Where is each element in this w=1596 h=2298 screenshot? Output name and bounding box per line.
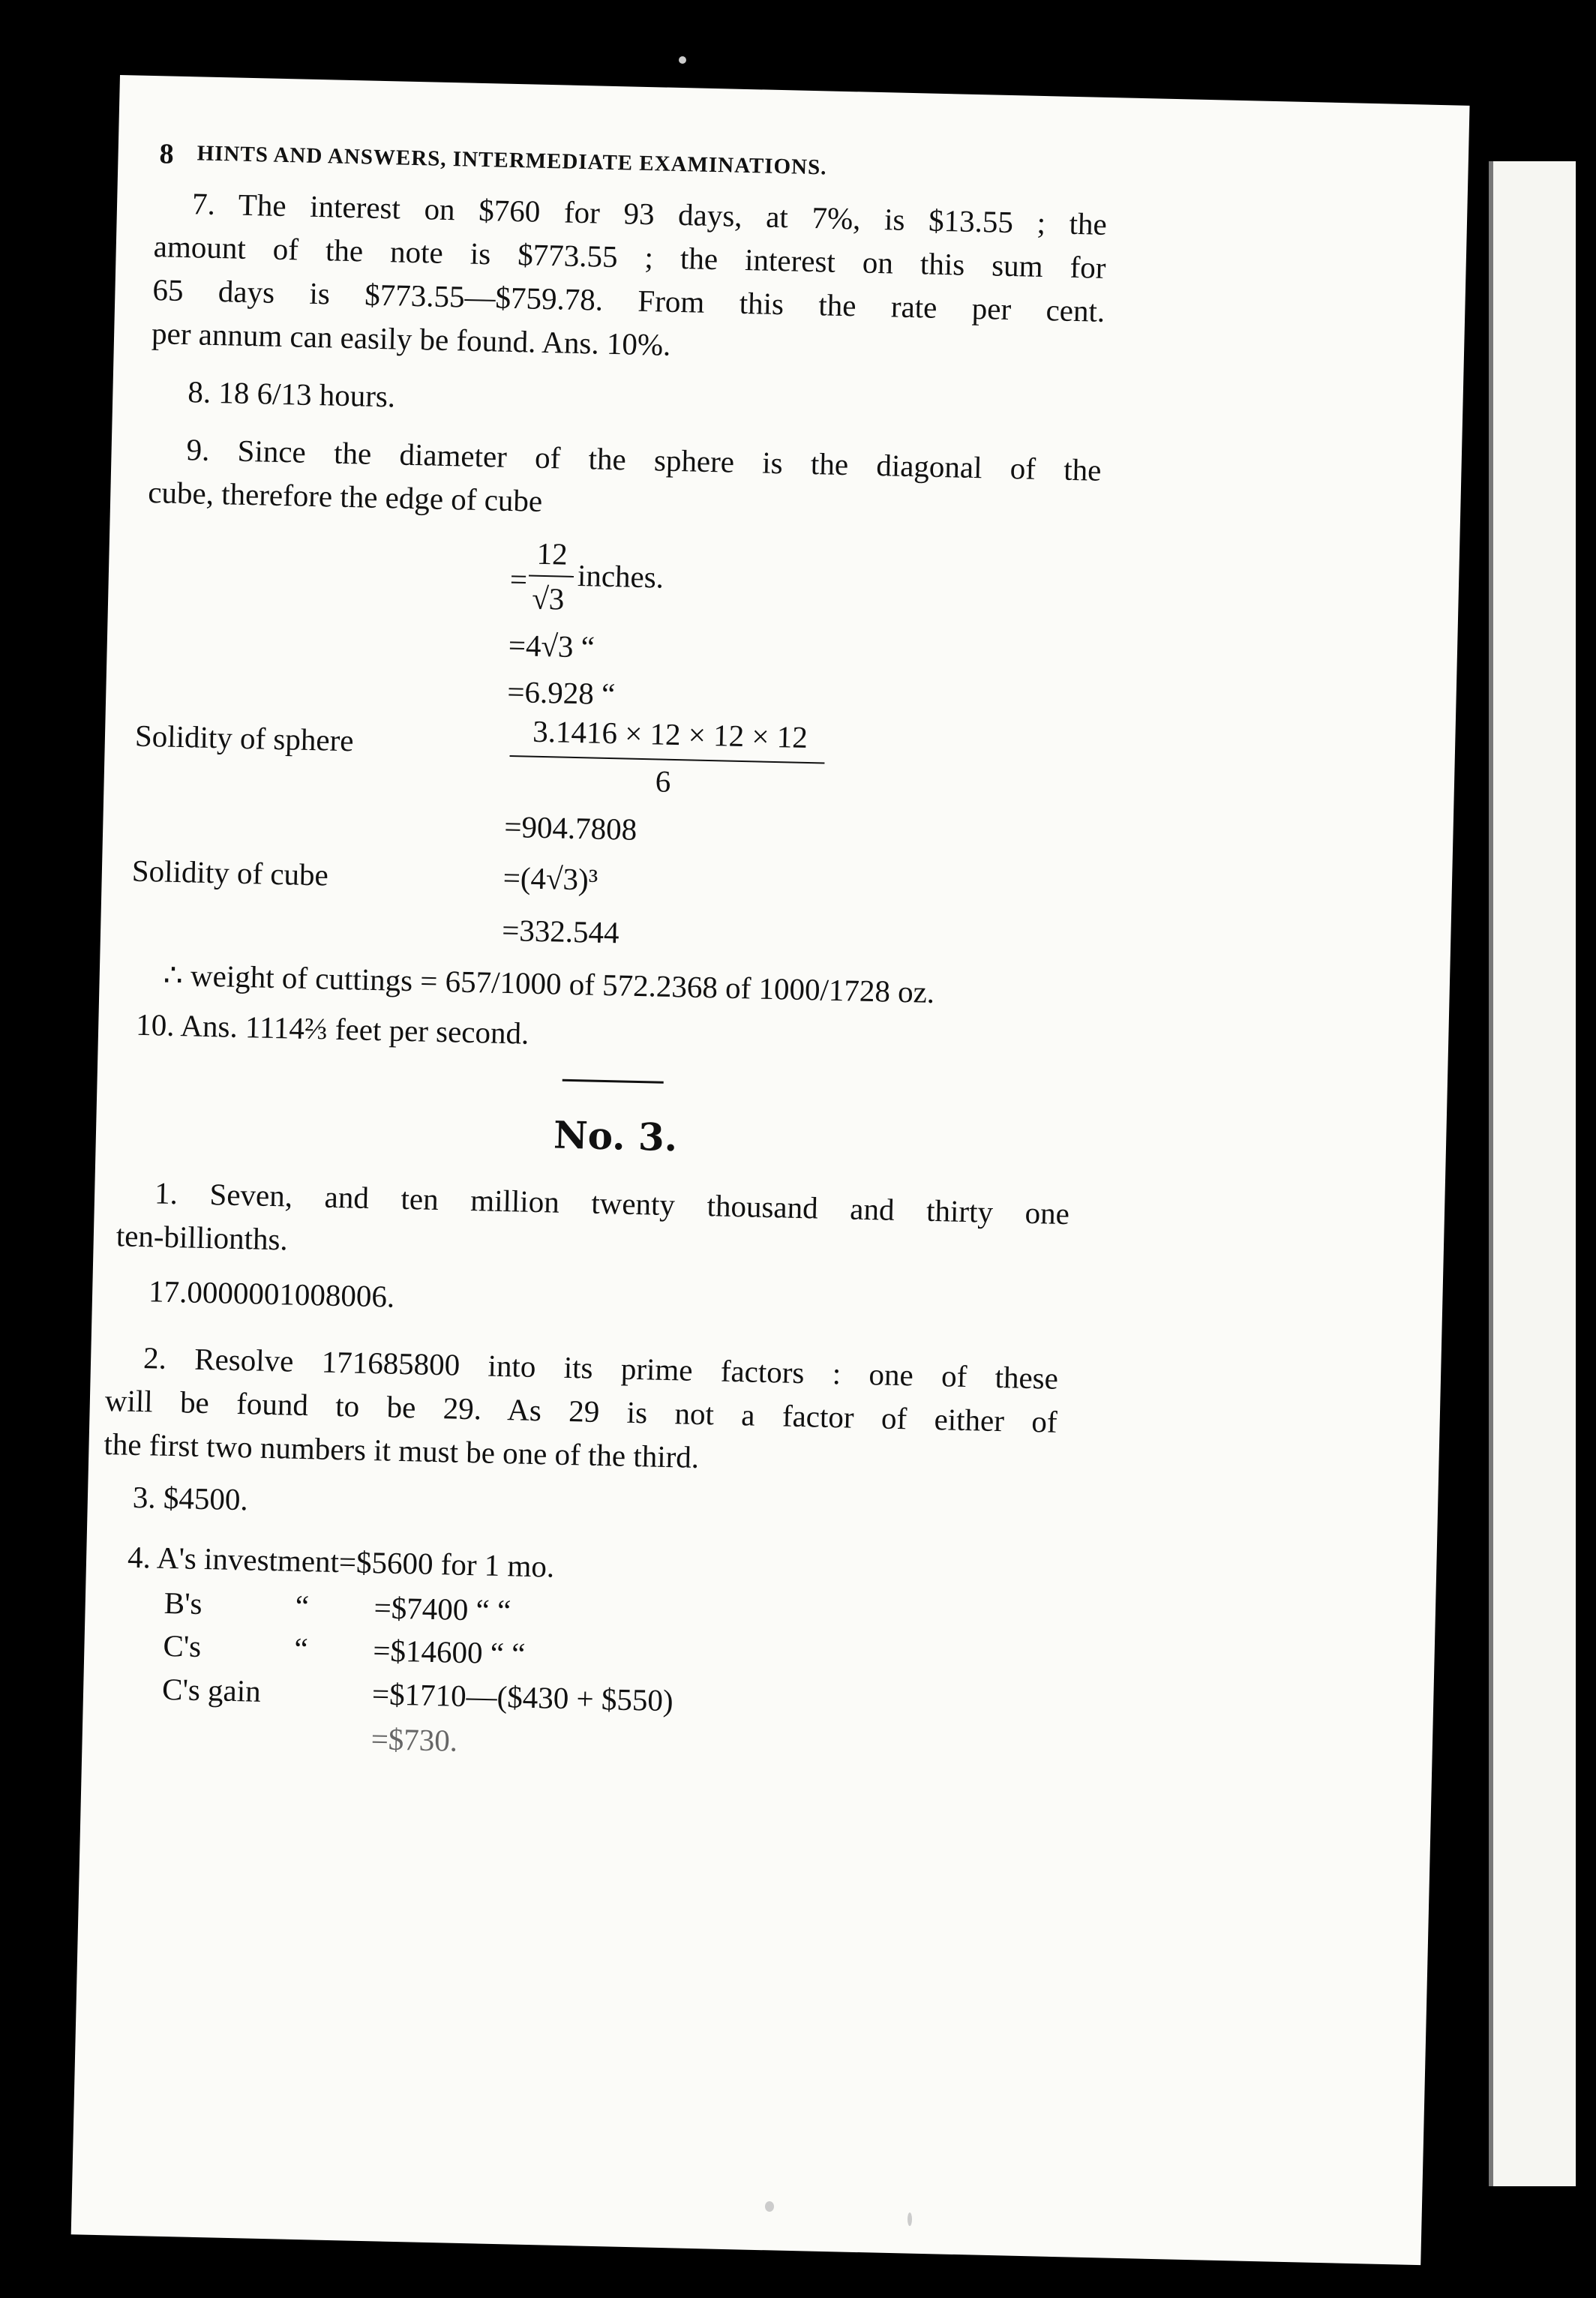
adjacent-page-edge xyxy=(1489,161,1576,2186)
cube-label: Solidity of cube xyxy=(131,853,329,892)
s3q2-line-3: the first two numbers it must be one of the third. xyxy=(104,1426,700,1474)
edge-fraction-numerator: 12 xyxy=(536,536,568,572)
s3-question-2 xyxy=(104,1335,1059,1487)
question-9 xyxy=(148,427,1102,536)
q7-line-3: 65 days is $773.55—$759.78. From this the rate per cent. xyxy=(152,272,1106,328)
q7-line-1: 7. The interest on $760 for 93 days, at 7%, is $13.55 ; the xyxy=(191,186,1108,242)
s3q4-row-2-label: B's xyxy=(164,1585,203,1622)
edge-fraction-bar xyxy=(529,575,574,578)
scan-speck xyxy=(908,2212,912,2226)
cube-result: =332.544 xyxy=(501,912,620,950)
sphere-fraction-bar xyxy=(510,755,825,764)
s3q2-line-2: will be found to be 29. As 29 is not a factor of either of xyxy=(104,1383,1058,1439)
section-divider xyxy=(562,1079,664,1084)
sphere-denominator: 6 xyxy=(655,764,671,799)
s3q1-line-1: 1. Seven, and ten million twenty thousand and thirty one xyxy=(154,1175,1070,1232)
s3q4-row-3-ditto: “ xyxy=(293,1630,309,1666)
question-8: 8. 18 6/13 hours. xyxy=(187,374,396,414)
cube-formula: =(4√3)³ xyxy=(502,860,598,897)
s3q2-line-1: 2. Resolve 171685800 into its prime factors : one of these xyxy=(142,1340,1059,1396)
scan-speck xyxy=(765,2201,774,2212)
section-heading: No. 3. xyxy=(553,1112,678,1160)
s3q4-row-2-value: =$7400 “ “ xyxy=(374,1590,512,1628)
s3q4-row-4-value: =$1710—($430 + $550) xyxy=(371,1676,674,1718)
scan-speck xyxy=(679,56,686,64)
s3q4-row-1: 4. A's investment=$5600 for 1 mo. xyxy=(127,1539,555,1584)
edge-step-2: =4√3 “ xyxy=(508,627,596,664)
question-10: 10. Ans. 1114⅔ feet per second. xyxy=(135,1006,530,1051)
s3q4-row-3-label: C's xyxy=(162,1628,202,1664)
s3q4-row-5-value: =$730. xyxy=(370,1721,458,1758)
edge-fraction-denominator: √3 xyxy=(531,580,565,616)
s3-question-1 xyxy=(116,1170,1070,1279)
sphere-label: Solidity of sphere xyxy=(134,718,355,758)
sphere-numerator: 3.1416 × 12 × 12 × 12 xyxy=(532,713,808,755)
weight-of-cuttings: ∴ weight of cuttings = 657/1000 of 572.2368 of 1000/1728 oz. xyxy=(163,957,935,1010)
question-7 xyxy=(152,181,1108,376)
q9-line-2: cube, therefore the edge of cube xyxy=(147,474,543,518)
edge-unit: inches. xyxy=(577,558,664,595)
sphere-result: =904.7808 xyxy=(503,808,638,847)
running-header: HINTS AND ANSWERS, INTERMEDIATE EXAMINATIONS. xyxy=(196,141,827,180)
s3-question-3: 3. $4500. xyxy=(132,1479,249,1517)
s3q1-decimal-value: 17.0000001008006. xyxy=(148,1274,395,1314)
book-page xyxy=(71,75,1470,2265)
s3q4-row-2-ditto: “ xyxy=(295,1588,310,1624)
q7-line-2: amount of the note is $773.55 ; the interest on this sum for xyxy=(153,229,1107,285)
s3q4-row-4-label: C's gain xyxy=(161,1671,262,1708)
q9-line-1: 9. Since the diameter of the sphere is the diagonal of the xyxy=(186,432,1102,488)
edge-step-3: =6.928 “ xyxy=(506,674,616,712)
edge-equals: = xyxy=(509,561,528,597)
q7-line-4: per annum can easily be found. Ans. 10%. xyxy=(151,316,671,362)
page-number: 8 xyxy=(159,138,175,170)
s3q4-row-3-value: =$14600 “ “ xyxy=(372,1633,526,1671)
s3q1-line-2: ten-billionths. xyxy=(116,1218,289,1257)
